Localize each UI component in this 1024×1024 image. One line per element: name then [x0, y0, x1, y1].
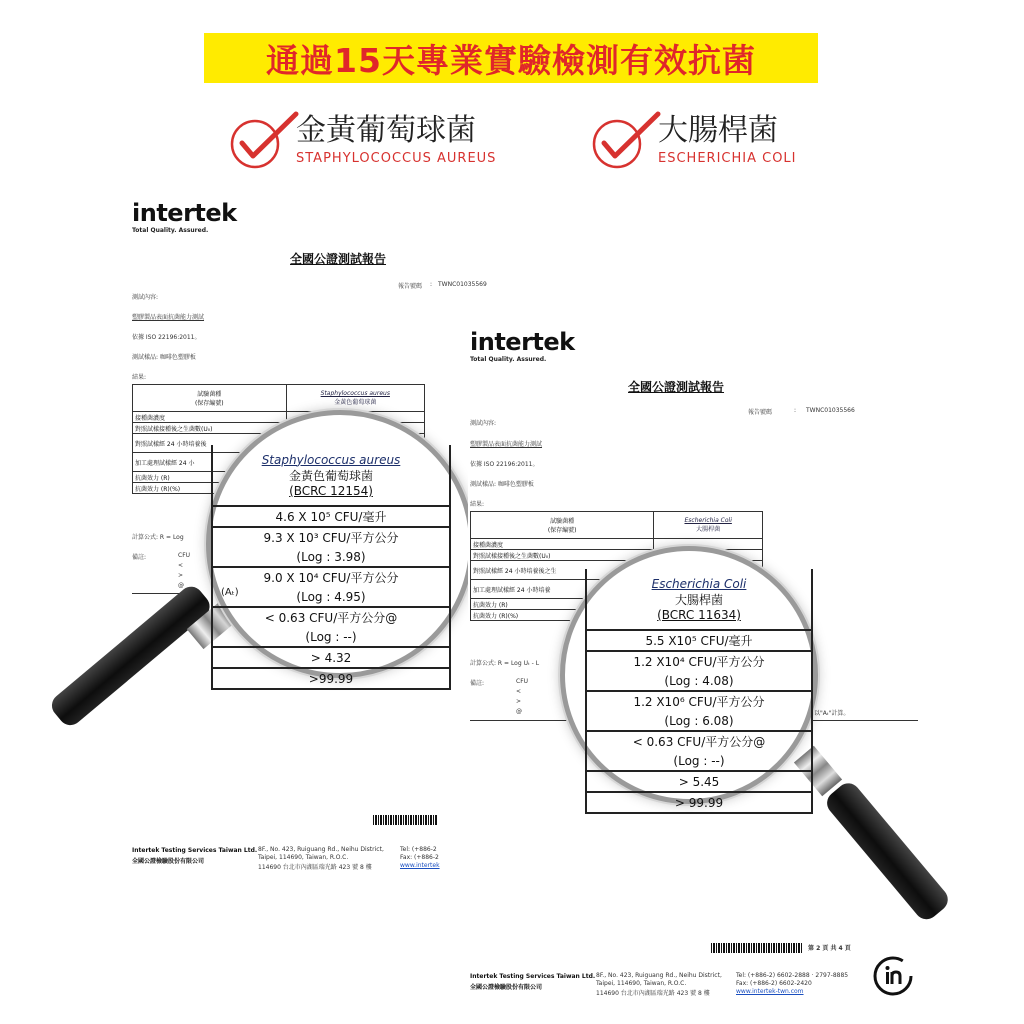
footer-company: Intertek Testing Services Taiwan Ltd.: [132, 847, 258, 854]
notes-label: 備註:: [132, 554, 147, 561]
species-name: Staphylococcus aureus: [320, 390, 390, 397]
note-item: >: [516, 698, 522, 705]
species-cell: [286, 385, 424, 412]
footer-address: Taipei, 114690, Taiwan, R.O.C.: [596, 980, 687, 987]
bacteria-name-en: STAPHYLOCOCCUS AUREUS: [296, 151, 497, 166]
row-label: 對照試樣接種後之生菌數(U₀): [133, 423, 287, 434]
row-label: 加工處理試樣經 24 小: [133, 453, 287, 472]
formula: 計算公式: R = Log: [132, 534, 184, 541]
footer-address: Taipei, 114690, Taiwan, R.O.C.: [258, 854, 349, 861]
lens-table: [211, 445, 451, 690]
doc-line: 結果:: [132, 374, 147, 381]
report-title: 全國公證測試報告: [290, 252, 387, 266]
report-title: 全國公證測試報告: [628, 380, 725, 394]
lens-value: (Log : 4.95): [212, 587, 450, 607]
note-item: CFU: [178, 552, 191, 559]
header-text: (保存編號): [547, 527, 577, 534]
bacteria-label-ecoli: [590, 110, 797, 172]
footer-website[interactable]: www.intertek: [400, 862, 440, 869]
row-label: 抗菌效力 (R): [133, 472, 287, 483]
lens-value: 5.5 X10⁵ CFU/毫升: [586, 630, 812, 651]
lens-value: > 4.32: [212, 647, 450, 668]
lens-value: < 0.63 CFU/平方公分@: [586, 731, 812, 751]
row-label: 抗菌效力 (R): [471, 599, 654, 610]
row-label: 接種菌濃度: [133, 412, 287, 423]
lens-species: Staphylococcus aureus: [261, 452, 401, 467]
table-header-cell: [133, 385, 287, 412]
note-item: @: [178, 582, 184, 589]
header-text: 試驗菌種: [550, 518, 575, 525]
intertek-logo: intertek: [132, 199, 237, 227]
bacteria-name-zh: 金黃葡萄球菌: [296, 113, 476, 148]
footer-tel: Tel: (+886-2) 6602-2888 · 2797-8885: [736, 972, 849, 979]
lens-species-zh: 大腸桿菌: [674, 592, 723, 607]
barcode: [373, 815, 437, 825]
lens-value: 1.2 X10⁴ CFU/平方公分: [586, 651, 812, 671]
note-item: <: [516, 688, 522, 695]
footer-address: 114690 台北市內湖區瑞光路 423 號 8 樓: [596, 990, 710, 997]
intertek-logo: intertek: [470, 328, 575, 356]
table-header-cell: [471, 512, 654, 539]
promo-banner: [204, 33, 818, 83]
doc-line: 結果:: [470, 501, 485, 508]
note-item: >: [178, 572, 184, 579]
species-name: Escherichia Coli: [684, 517, 732, 524]
report-no-colon: :: [794, 407, 797, 414]
lens-value: (Log : 3.98): [212, 547, 450, 567]
report-no: TWNC01035566: [806, 407, 855, 414]
footer-fax: Fax: (+886-2: [400, 854, 439, 861]
row-label: 加工處理試樣經 24 小時培養: [471, 580, 654, 599]
bacteria-name-en: ESCHERICHIA COLI: [658, 151, 797, 166]
row-label: 對照試樣經 24 小時培養後: [133, 434, 287, 453]
species-zh: 金黃色葡萄球菌: [334, 399, 377, 406]
header-text: 試驗菌種: [197, 391, 222, 398]
doc-line: 測試內容:: [132, 294, 159, 301]
lens-value: (Log : 4.08): [586, 671, 812, 691]
formula: 計算公式: R = Log Uₜ - L: [470, 660, 540, 667]
page-number: 第 2 頁 共 4 頁: [808, 945, 851, 952]
doc-line: 測試樣品: 咖啡色塑膠板: [132, 354, 196, 361]
row-label: 抗菌效力 (R)(%): [471, 610, 654, 621]
row-label: 接種菌濃度: [471, 539, 654, 550]
species-zh: 大腸桿菌: [696, 526, 721, 533]
report-no: TWNC01035569: [438, 281, 487, 288]
lens-value: (Log : 6.08): [586, 711, 812, 731]
check-circle-icon: [590, 110, 652, 172]
footer-company: Intertek Testing Services Taiwan Ltd.: [470, 973, 596, 980]
footer-fax: Fax: (+886-2) 6602-2420: [736, 980, 812, 987]
lens-code: (BCRC 11634): [657, 607, 741, 622]
footer-company-zh: 全國公證檢驗股份有限公司: [470, 984, 543, 991]
note-item: <: [178, 562, 184, 569]
doc-line: 測試內容:: [470, 420, 497, 427]
lens-value: 9.0 X 10⁴ CFU/平方公分: [212, 567, 450, 587]
footer-tel: Tel: (+886-2: [400, 846, 437, 853]
footer-address: 8F., No. 423, Ruiguang Rd., Neihu District,: [258, 846, 384, 853]
doc-line: 依據 ISO 22196:2011。: [470, 461, 539, 468]
lens-value: (Log : --): [586, 751, 812, 771]
lens-species: Escherichia Coli: [651, 576, 747, 591]
footer-website[interactable]: www.intertek-twn.com: [736, 988, 804, 995]
lens-value: >99.99: [212, 668, 450, 689]
species-cell: [654, 512, 763, 539]
lens-value: (Log : --): [212, 627, 450, 647]
bacteria-name-zh: 大腸桿菌: [658, 113, 778, 148]
lens-species-cell: [212, 445, 450, 506]
lens-code: (BCRC 12154): [289, 483, 373, 498]
note-item: CFU: [516, 678, 529, 685]
row-label: 抗菌效力 (R)(%): [133, 483, 287, 494]
barcode: [711, 943, 803, 953]
check-circle-icon: [228, 110, 290, 172]
footer-company-zh: 全國公證檢驗股份有限公司: [132, 858, 205, 865]
bacteria-label-staph: [228, 110, 496, 172]
brand-in-icon: [872, 955, 914, 997]
notes-label: 備註:: [470, 680, 485, 687]
lens-side-label: (Aₜ): [221, 587, 239, 598]
report-no-label: 報告號碼: [748, 409, 773, 416]
header-text: (保存編號): [194, 400, 224, 407]
footer-address: 114690 台北市內湖區瑞光路 423 號 8 樓: [258, 864, 372, 871]
lens-value: > 99.99: [586, 792, 812, 813]
lens-species-zh: 金黃色葡萄球菌: [288, 468, 373, 483]
magnifier-lens-1: [206, 410, 474, 686]
footer-address: 8F., No. 423, Ruiguang Rd., Neihu District,: [596, 972, 722, 979]
lens-value: < 0.63 CFU/平方公分@: [212, 607, 450, 627]
lens-species-cell: [586, 569, 812, 630]
magnifier-lens-2: [560, 546, 818, 810]
lens-value: 4.6 X 10⁵ CFU/毫升: [212, 506, 450, 527]
side-note: 以"Aₜ"計算。: [814, 710, 850, 717]
doc-line: 塑膠製品表面抗菌能力測試: [470, 441, 543, 448]
doc-line: 測試樣品: 咖啡色塑膠板: [470, 481, 534, 488]
report-no-label: 報告號碼: [398, 283, 423, 290]
lens-value: 9.3 X 10³ CFU/平方公分: [212, 527, 450, 547]
lens-value: > 5.45: [586, 771, 812, 792]
doc-line: 依據 ISO 22196:2011。: [132, 334, 201, 341]
lens-table: [585, 569, 813, 814]
row-label: 對照試樣接種後之生菌數(U₀): [471, 550, 654, 561]
report-no-colon: :: [430, 281, 433, 288]
note-item: @: [516, 708, 522, 715]
lens-value: 1.2 X10⁶ CFU/平方公分: [586, 691, 812, 711]
logo-tagline: Total Quality. Assured.: [470, 356, 547, 363]
banner-text: 通過15天專業實驗檢測有效抗菌: [266, 40, 756, 80]
logo-tagline: Total Quality. Assured.: [132, 227, 209, 234]
row-label: 對照試樣經 24 小時培養後之生: [471, 561, 654, 580]
doc-line: 塑膠製品表面抗菌能力測試: [132, 314, 205, 321]
